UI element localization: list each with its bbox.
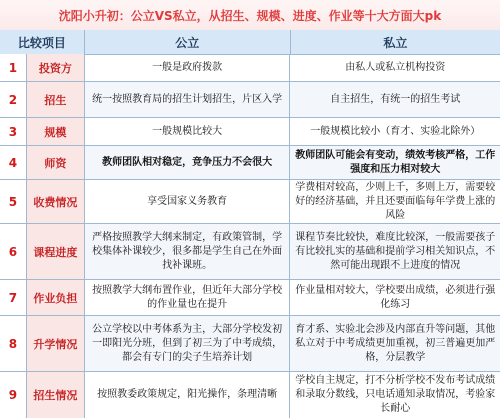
header-public: 公立 bbox=[85, 30, 291, 54]
table-row bbox=[0, 280, 500, 316]
row-number: 5 bbox=[0, 180, 27, 223]
row-public: 一般规模比较大 bbox=[85, 118, 291, 145]
table-row bbox=[0, 372, 500, 418]
header-item: 比较项目 bbox=[0, 30, 85, 54]
row-public: 享受国家义务教育 bbox=[85, 180, 291, 223]
row-private: 由私人或私立机构投资 bbox=[345, 61, 446, 73]
row-private: 作业量相对较大，学校要出成绩，必须进行强化练习 bbox=[295, 284, 496, 310]
row-private: 育才系、实验北会涉及内部直升等问题，其他私立对于中考成绩更加重视，初三普遍更加严格，分层教学 bbox=[290, 316, 500, 371]
row-public: 一般是政府拨款 bbox=[85, 54, 291, 81]
row-public: 按照教委政策规定，阳光操作，条理清晰 bbox=[85, 372, 291, 418]
row-public: 公立学校以中考体系为主，大部分学校发初一即阳光分班，但到了初三为了中考成绩，都会有专门的尖子生培养计划 bbox=[85, 316, 291, 371]
row-number: 7 bbox=[0, 280, 27, 315]
table-header bbox=[0, 30, 500, 55]
row-item: 收费情况 bbox=[27, 180, 85, 223]
row-number: 1 bbox=[0, 54, 27, 81]
row-item: 师资 bbox=[27, 146, 85, 179]
row-public: 严格按照教学大纲来制定，有政策管制，学校集体补课较少，很多都是学生自己在外面找补课班。 bbox=[85, 224, 291, 279]
table-row bbox=[0, 180, 500, 224]
row-item: 投资方 bbox=[27, 54, 85, 81]
row-private: 学费相对较高，少则上千，多则上万，需要较好的经济基础，并且还要面临每年学费上涨的风险 bbox=[295, 181, 496, 221]
row-number: 6 bbox=[0, 224, 27, 279]
row-number: 8 bbox=[0, 316, 27, 371]
row-private: 一般规模比较小（育才、实验北除外） bbox=[310, 125, 481, 137]
row-number: 9 bbox=[0, 372, 27, 418]
row-private: 学校自主规定，打不分析学校不发布考试成绩和录取分数线，只电话通知录取情况，考验家长耐心 bbox=[295, 375, 496, 414]
row-number: 2 bbox=[0, 82, 27, 117]
row-item: 课程进度 bbox=[27, 224, 85, 279]
row-public: 按照教学大纲布置作业，但近年大部分学校的作业量也在提升 bbox=[85, 280, 291, 315]
row-public: 教师团队相对稳定，竞争压力不会很大 bbox=[85, 146, 291, 179]
row-number: 3 bbox=[0, 118, 27, 145]
row-number: 4 bbox=[0, 146, 27, 179]
row-item: 规模 bbox=[27, 118, 85, 145]
header-private: 私立 bbox=[383, 35, 408, 50]
table-row bbox=[0, 54, 500, 82]
row-private: 教师团队可能会有变动，绩效考核严格，工作强度和压力相对较大 bbox=[290, 146, 500, 179]
row-item: 作业负担 bbox=[27, 280, 85, 315]
row-item: 招生情况 bbox=[27, 372, 85, 418]
table-row bbox=[0, 146, 500, 180]
row-public: 统一按照教育局的招生计划招生，片区入学 bbox=[85, 82, 291, 117]
row-private: 课程节奏比较快，难度比较深，一般需要孩子有比较扎实的基础和提前学习相关知识点，不然可能出现跟不上进度的情况 bbox=[290, 224, 500, 279]
table-row bbox=[0, 118, 500, 146]
row-private: 自主招生，有统一的招生考试 bbox=[290, 82, 500, 117]
table-row bbox=[0, 82, 500, 118]
row-item: 招生 bbox=[27, 82, 85, 117]
row-item: 升学情况 bbox=[27, 316, 85, 371]
page-title: 沈阳小升初：公立VS私立，从招生、规模、进度、作业等十大方面大pk bbox=[0, 0, 500, 31]
table-row bbox=[0, 316, 500, 372]
table-row bbox=[0, 224, 500, 280]
